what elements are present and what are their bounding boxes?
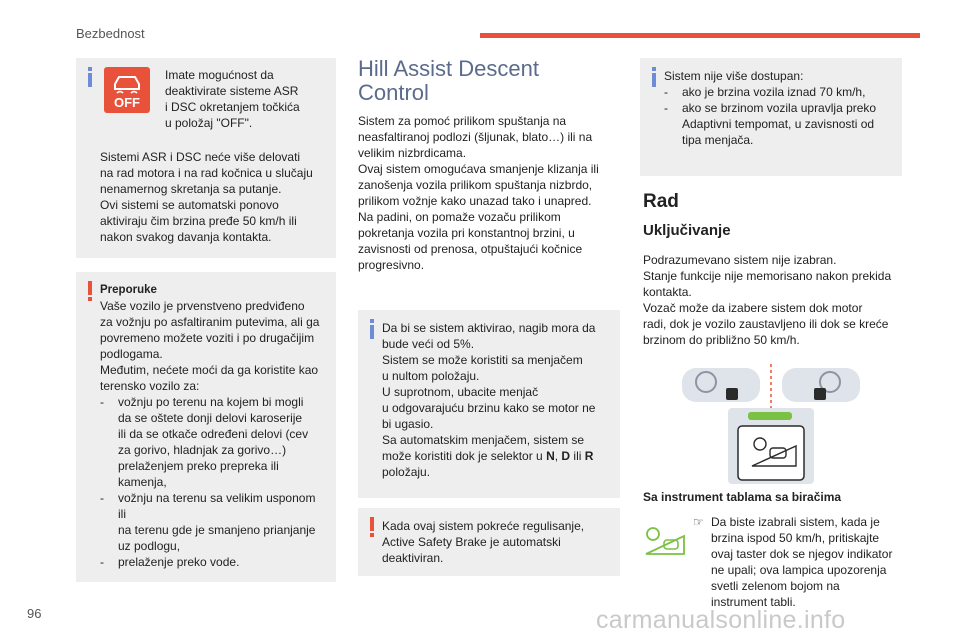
section-title-line: Control xyxy=(358,80,429,105)
text-line: U suprotnom, ubacite menjač xyxy=(382,385,539,399)
box-title: Preporuke xyxy=(100,284,157,296)
text-line: Ovaj sistem omogućava smanjenje klizanja ili xyxy=(358,162,599,176)
box-title: Sistem nije više dostupan: xyxy=(664,69,804,83)
text-line: svetli zelenom bojom na xyxy=(711,579,840,593)
text-line: u nultom položaju. xyxy=(382,369,480,383)
text-line: Da biste izabrali sistem, kada je xyxy=(711,515,880,529)
steering-wheel-illustration xyxy=(676,362,866,486)
text-line: bude veći od 5%. xyxy=(382,337,475,351)
text-line: Stanje funkcije nije memorisano nakon prekida xyxy=(643,269,892,283)
text-line: položaju. xyxy=(382,465,431,479)
text-line: ovaj taster dok se njegov indikator xyxy=(711,547,893,561)
list-line: kamenja, xyxy=(118,475,167,489)
list-line: za gorivo, hladnjak za gorivo…) xyxy=(118,443,287,457)
text-line: radi, dok je vozilo zaustavljeno ili dok se kreće xyxy=(643,317,889,331)
list-line: ili da se otkače određeni delovi (cev xyxy=(118,427,309,441)
list-line: prelaženje preko vode. xyxy=(118,555,240,569)
text-line: instrument tabli. xyxy=(711,595,796,609)
text-run: ili xyxy=(570,449,585,463)
text-line: u odgovarajuću brzinu kako se motor ne xyxy=(382,401,596,415)
text-line: podlogama. xyxy=(100,347,163,361)
list-line: vožnju na terenu sa velikim usponom ili xyxy=(118,491,316,521)
text-line: bi ugasio. xyxy=(382,417,434,431)
text-line: brzina ispod 50 km/h, pritiskajte xyxy=(711,531,880,545)
text-line: progresivno. xyxy=(358,258,425,272)
text-line: terensko vozilo za: xyxy=(100,379,200,393)
text-line: Međutim, nećete moći da ga koristite kao xyxy=(100,363,319,377)
header-accent-bar xyxy=(480,33,920,38)
text-line: Podrazumevano sistem nije izabran. xyxy=(643,253,837,267)
activation-body xyxy=(643,252,905,348)
warning-box-recommendations xyxy=(76,272,336,582)
list-line: ako se brzinom vozila upravlja preko xyxy=(682,101,877,115)
text-run: , xyxy=(554,449,562,463)
watermark: carmanualsonline.info xyxy=(596,606,846,634)
text-line: kontakta. xyxy=(643,285,692,299)
step-instruction xyxy=(693,514,915,610)
text-line: deaktiviran. xyxy=(382,551,444,565)
text-line: ne upali; ova lampica upozorenja xyxy=(711,563,887,577)
text-line: neasfaltiranoj podlozi (šljunak, blato…) ili na xyxy=(358,130,593,144)
text-line: aktiviraju čim brzina pređe 50 km/h ili xyxy=(100,214,297,228)
off-label: OFF xyxy=(114,95,140,110)
list-line: Adaptivni tempomat, u zavisnosti od xyxy=(682,117,875,131)
warning-box-active-safety-brake xyxy=(358,508,620,576)
list-line: na terenu gde je smanjeno prianjanje xyxy=(118,523,316,537)
illustration-caption: Sa instrument tablama sa biračima xyxy=(643,490,842,504)
intro-line: Imate mogućnost da xyxy=(165,68,274,82)
text-line: prilikom vožnje kako unazad tako i unapred. xyxy=(358,194,592,208)
list-item: - vožnju po terenu na kojem bi mogli da se oštete donji delovi karoserije ili da se otkače određeni delovi (cev za gorivo, hladnjak za gorivo…) prelaženjem preko prepreka ili kamenja, xyxy=(100,395,309,489)
list-line: uz podlogu, xyxy=(118,539,181,553)
info-box-activation xyxy=(358,310,620,498)
list-item: - prelaženje preko vode. xyxy=(100,555,240,569)
list-item: - ako je brzina vozila iznad 70 km/h, xyxy=(664,85,866,99)
text-line: na rad motora i na rad kočnica u slučaju xyxy=(100,166,313,180)
list-line: da se oštete donji delovi karoserije xyxy=(118,411,303,425)
text-line: Na padini, on pomaže vozaču prilikom xyxy=(358,210,561,224)
subheading-activation: Uključivanje xyxy=(643,222,731,239)
list-line: ako je brzina vozila iznad 70 km/h, xyxy=(682,85,866,99)
gear-d: D xyxy=(561,449,571,463)
intro-line: u položaj "OFF". xyxy=(165,116,253,130)
gear-n: N xyxy=(546,449,555,463)
info-box-unavailable xyxy=(640,58,902,176)
list-item: - vožnju na terenu sa velikim usponom ili na terenu gde je smanjeno prianjanje uz podlogu, xyxy=(100,490,322,554)
text-line xyxy=(382,448,606,464)
text-line: pokretanja vozila pri konstantnoj brzini, u xyxy=(358,226,575,240)
text-line: Da bi se sistem aktivirao, nagib mora da xyxy=(382,321,596,335)
hadc-green-icon xyxy=(640,524,690,558)
text-line: za vožnju po asfaltiranim putevima, ali ga xyxy=(100,315,320,329)
step-bullet-icon: ☞ xyxy=(693,515,704,529)
dashboard-illustration xyxy=(676,362,866,486)
text-line: zanošenja vozila prilikom spuštanja nizbrdo, xyxy=(358,178,593,192)
gear-r: R xyxy=(584,449,594,463)
text-line: nenamernog skretanja sa putanje. xyxy=(100,182,282,196)
text-run: može koristiti dok je selektor u xyxy=(382,449,547,463)
section-title-line: Hill Assist Descent xyxy=(358,56,539,81)
list-line: prelaženjem preko prepreka ili xyxy=(118,459,279,473)
text-line: povremeno možete voziti i po drugačijim xyxy=(100,331,315,345)
text-line: Ovi sistemi se automatski ponovo xyxy=(100,198,279,212)
intro-line: i DSC okretanjem točkića xyxy=(165,100,300,114)
page-header: Bezbednost xyxy=(76,26,145,41)
info-icon xyxy=(367,319,377,339)
warning-icon xyxy=(367,517,377,537)
text-line: nakon svakog davanja kontakta. xyxy=(100,230,272,244)
list-line: vožnju po terenu na kojem bi mogli xyxy=(118,395,304,409)
text-line: Sistem za pomoć prilikom spuštanja na xyxy=(358,114,567,128)
info-icon xyxy=(85,67,95,87)
text-line: brzinom do približno 50 km/h. xyxy=(643,333,800,347)
list-line: tipa menjača. xyxy=(682,133,754,147)
warning-icon xyxy=(85,281,95,301)
asr-off-icon xyxy=(104,67,150,113)
text-line: velikim nizbrdicama. xyxy=(358,146,467,160)
list-item: - ako se brzinom vozila upravlja preko Adaptivni tempomat, u zavisnosti od tipa menjača. xyxy=(664,101,877,147)
section-title xyxy=(358,57,598,105)
text-line: Sistemi ASR i DSC neće više delovati xyxy=(100,150,301,164)
info-box-asr-dsc xyxy=(76,58,336,258)
info-icon xyxy=(649,67,659,87)
section-body xyxy=(358,113,620,273)
text-line: Vozač može da izabere sistem dok motor xyxy=(643,301,863,315)
text-line: Sa automatskim menjačem, sistem se xyxy=(382,433,585,447)
text-line: Vaše vozilo je prvenstveno predviđeno xyxy=(100,299,305,313)
intro-line: deaktivirate sisteme ASR xyxy=(165,84,299,98)
text-line: Kada ovaj sistem pokreće regulisanje, xyxy=(382,519,585,533)
heading-operation: Rad xyxy=(643,191,679,212)
text-line: Sistem se može koristiti sa menjačem xyxy=(382,353,583,367)
page-number: 96 xyxy=(27,606,42,621)
text-line: Active Safety Brake je automatski xyxy=(382,535,561,549)
text-line: zavisnosti od prenosa, otpuštajući kočnice xyxy=(358,242,583,256)
